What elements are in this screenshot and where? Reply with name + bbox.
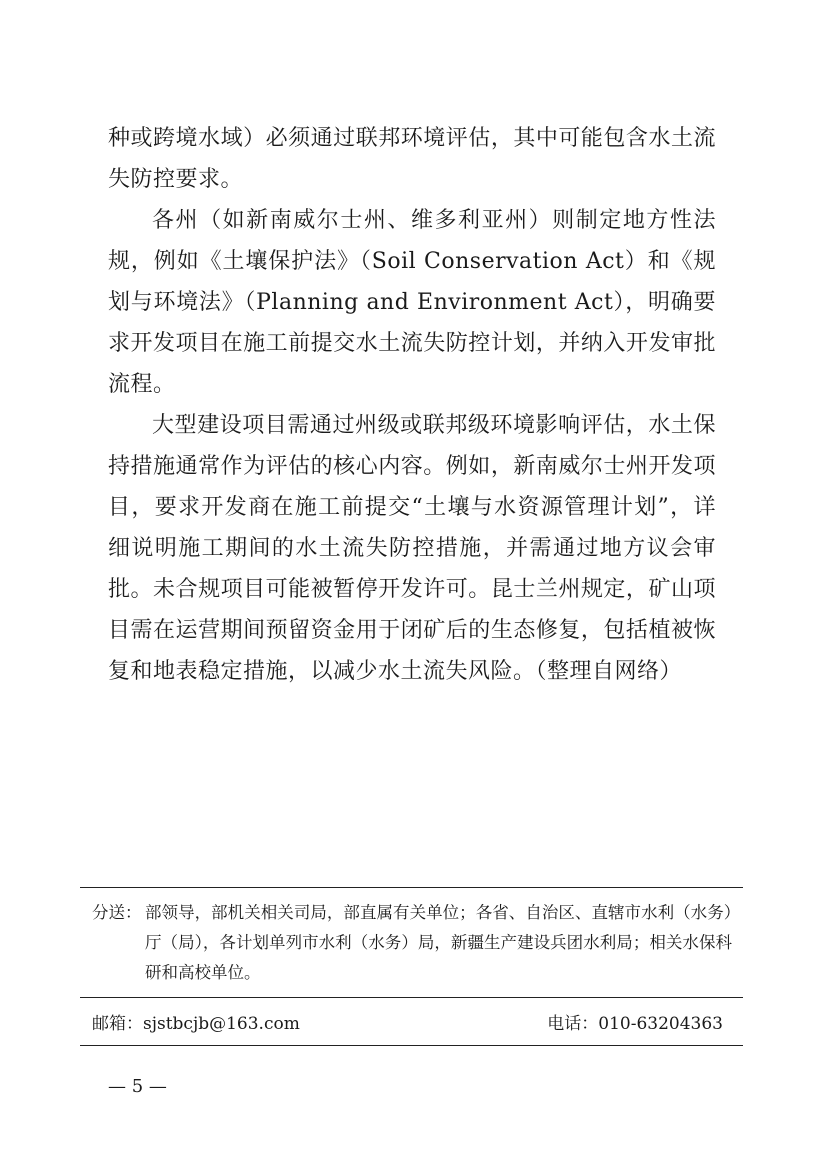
contact-email: 邮箱：sjstbcjb@163.com <box>92 1014 300 1034</box>
body-text <box>108 118 716 692</box>
paragraph-1: 种或跨境水域）必须通过联邦环境评估，其中可能包含水土流失防控要求。 <box>108 126 716 192</box>
contact-phone: 电话：010-63204363 <box>547 1014 723 1034</box>
distribution-text: 部领导，部机关相关司局，部直属有关单位；各省、自治区、直辖市水利（水务）厅（局），各计划单列市水利（水务）局，新疆生产建设兵团水利局；相关水保科研和高校单位。 <box>145 903 732 982</box>
page-number: — 5 — <box>108 1076 167 1097</box>
divider-bottom <box>80 1045 743 1046</box>
divider-top <box>80 887 743 888</box>
distribution-list <box>92 898 732 988</box>
paragraph-2: 各州（如新南威尔士州、维多利亚州）则制定地方性法规，例如《土壤保护法》（Soil Conservation Act）和《规划与环境法》（Planning and Environment Act），明确要求开发项目在施工前提交水土流失防控计划，并纳入开发审批流程。 <box>108 208 716 397</box>
distribution-label: 分送： <box>92 903 142 922</box>
divider-middle <box>80 997 743 998</box>
paragraph-3: 大型建设项目需通过州级或联邦级环境影响评估，水土保持措施通常作为评估的核心内容。例如，新南威尔士州开发项目，要求开发商在施工前提交“土壤与水资源管理计划”，详细说明施工期间的水土流失防控措施，并需通过地方议会审批。未合规项目可能被暂停开发许可。昆士兰州规定，矿山项目需在运营期间预留资金用于闭矿后的生态修复，包括植被恢复和地表稳定措施，以减少水土流失风险。（整理自网络） <box>108 413 716 684</box>
